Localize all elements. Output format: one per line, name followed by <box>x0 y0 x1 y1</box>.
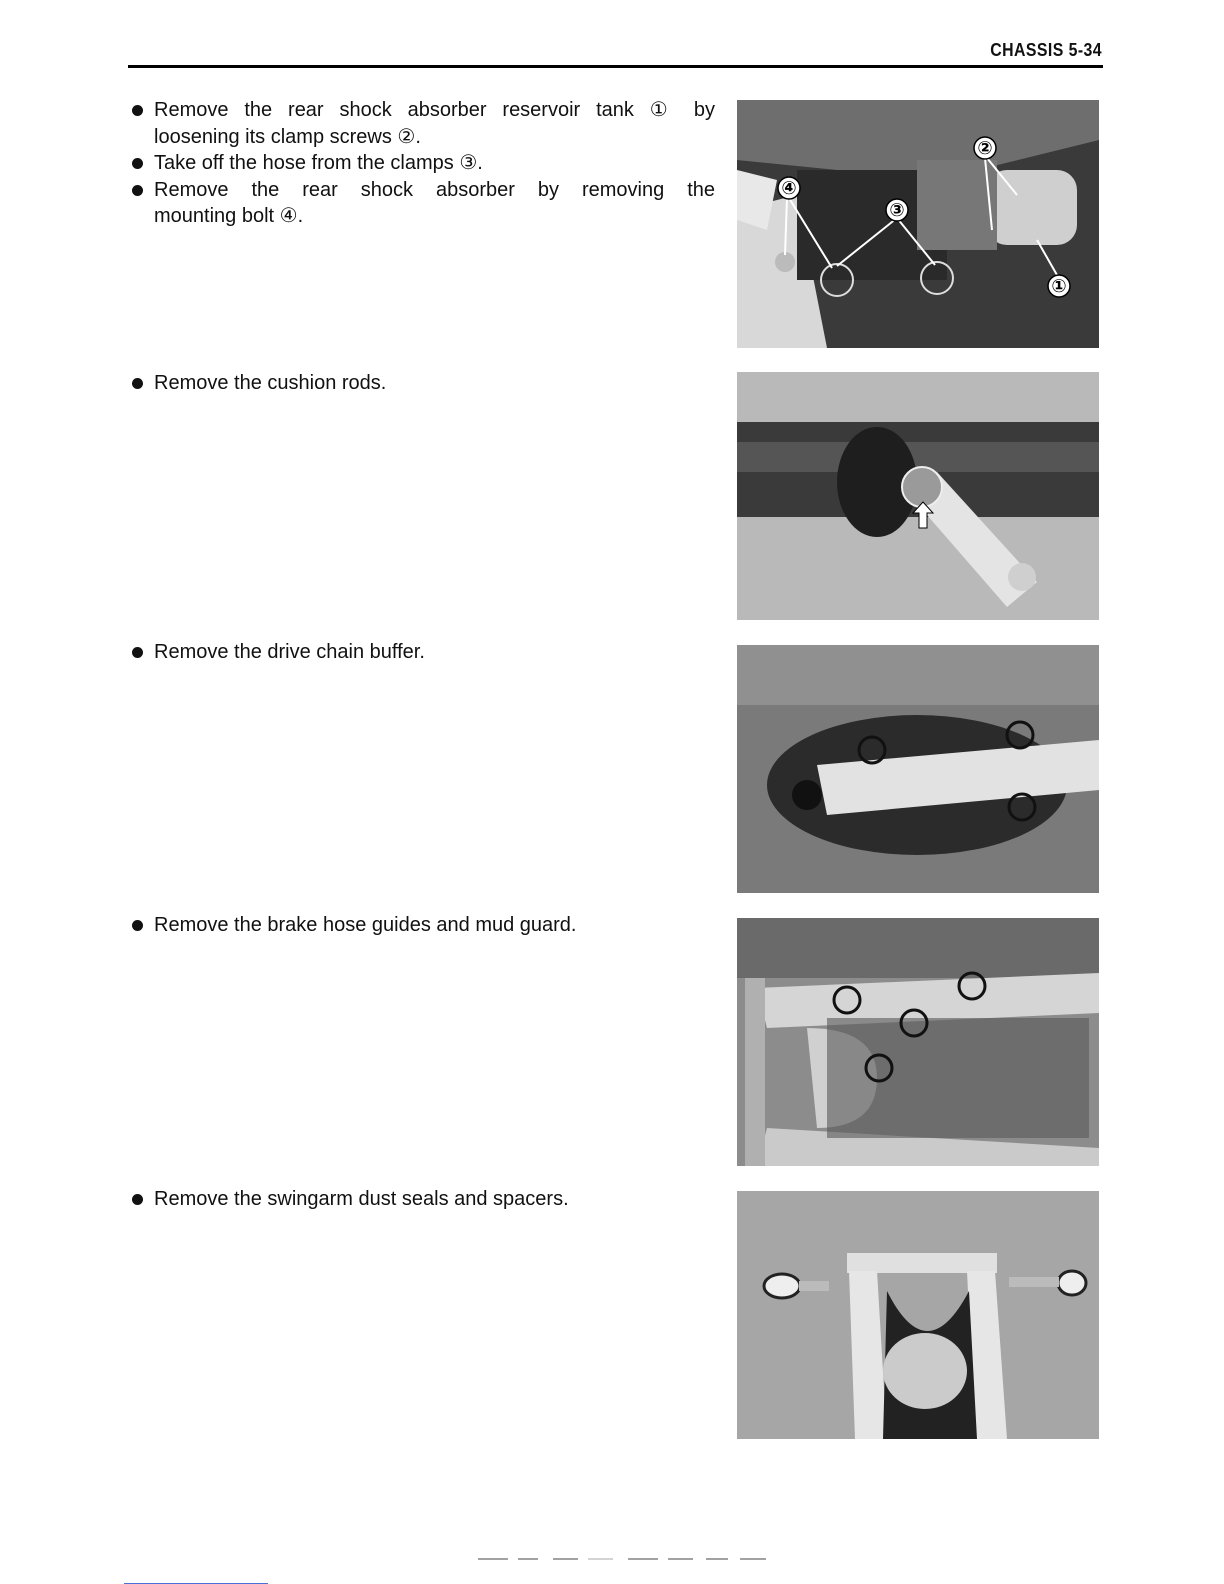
step-line: Remove the swingarm dust seals and spacers. <box>130 1186 715 1213</box>
step-4-instructions <box>130 912 715 939</box>
bullet-icon <box>132 920 143 931</box>
photo-swingarm-dust-seals-image <box>737 1191 1099 1439</box>
svg-text:①: ① <box>1051 276 1067 297</box>
step-line: Remove the drive chain buffer. <box>130 639 715 666</box>
step-line: Remove the rear shock absorber by removing the <box>130 177 715 204</box>
photo-drive-chain-buffer-image <box>737 645 1099 893</box>
photo-cushion-rods <box>737 372 1099 620</box>
photo-swingarm-dust-seals <box>737 1191 1099 1439</box>
photo-brake-hose-guides-image <box>737 918 1099 1166</box>
bullet-icon <box>132 105 143 116</box>
photo-brake-hose-guides <box>737 918 1099 1166</box>
step-2-instructions <box>130 370 715 397</box>
bullet-icon <box>132 1194 143 1205</box>
svg-text:②: ② <box>977 138 993 159</box>
svg-text:④: ④ <box>781 178 797 199</box>
step-3-instructions <box>130 639 715 666</box>
footer-dashes <box>448 1557 828 1561</box>
step-line: loosening its clamp screws ②. <box>154 125 421 148</box>
step-5-instructions <box>130 1186 715 1213</box>
bullet-icon <box>132 158 143 169</box>
photo-shock-absorber-reservoir <box>737 100 1099 348</box>
svg-text:③: ③ <box>889 200 905 221</box>
photo-drive-chain-buffer <box>737 645 1099 893</box>
bullet-icon <box>132 378 143 389</box>
step-line: Remove the brake hose guides and mud guard. <box>130 912 715 939</box>
step-line: Remove the rear shock absorber reservoir tank ① by <box>130 97 715 124</box>
step-line: Take off the hose from the clamps ③. <box>130 150 715 177</box>
step-line: mounting bolt ④. <box>154 205 304 227</box>
bullet-icon <box>132 647 143 658</box>
photo-cushion-rods-image <box>737 372 1099 620</box>
header-rule <box>128 65 1103 68</box>
step-line: Remove the cushion rods. <box>130 370 715 397</box>
bullet-icon <box>132 185 143 196</box>
photo-shock-absorber-reservoir-image <box>737 100 1099 348</box>
step-1-instructions <box>130 97 715 230</box>
page-title: CHASSIS 5-34 <box>990 40 1102 60</box>
